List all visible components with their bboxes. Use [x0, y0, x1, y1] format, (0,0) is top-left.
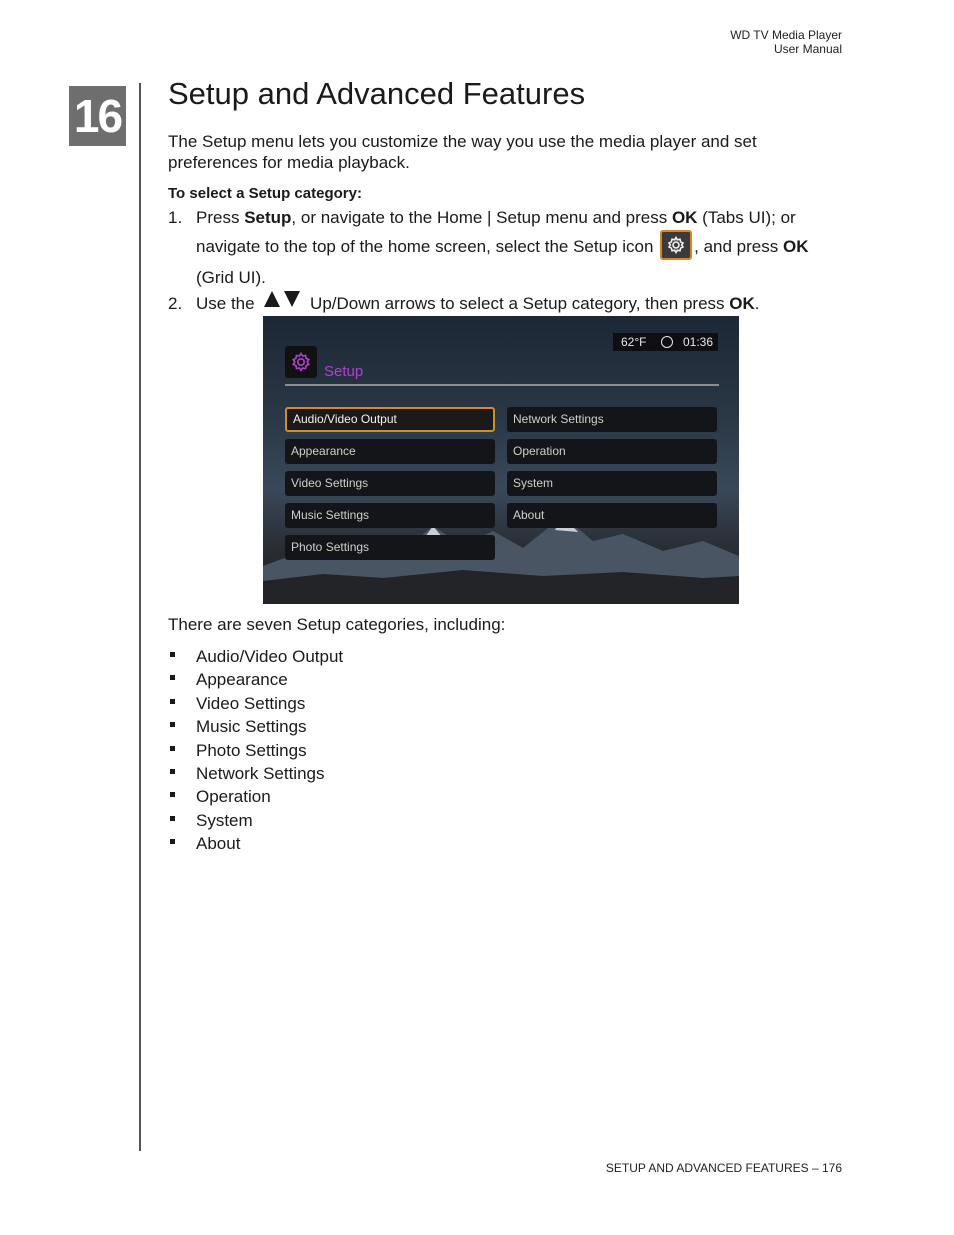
- menu-item-music-settings[interactable]: Music Settings: [285, 503, 495, 528]
- step-text: (Grid UI).: [196, 267, 266, 287]
- list-item: System: [168, 809, 343, 832]
- page-footer: [606, 1161, 842, 1175]
- running-header: [730, 28, 842, 56]
- page-title: Setup and Advanced Features: [168, 76, 586, 111]
- step-keyword: OK: [782, 237, 809, 256]
- step-keyword: OK: [729, 293, 755, 313]
- step-text: .: [754, 293, 760, 313]
- time-readout: 01:36: [683, 335, 714, 349]
- step-keyword: Setup: [244, 208, 292, 227]
- header-doc: User Manual: [773, 42, 842, 56]
- intro-paragraph: The Setup menu lets you customize the way you use the media player and set preferences for media playback.: [168, 132, 757, 172]
- step-text: Use the: [196, 293, 260, 313]
- menu-item-about[interactable]: About: [507, 503, 717, 528]
- list-item: Network Settings: [168, 762, 343, 785]
- menu-item-appearance[interactable]: Appearance: [285, 439, 495, 464]
- footer-separator: –: [808, 1161, 822, 1175]
- step-1: [168, 203, 848, 292]
- setup-menu-screenshot: [263, 316, 739, 604]
- menu-item-operation[interactable]: Operation: [507, 439, 717, 464]
- categories-lead: There are seven Setup categories, including:: [168, 615, 506, 634]
- list-item: Video Settings: [168, 692, 343, 715]
- menu-item-video-settings[interactable]: Video Settings: [285, 471, 495, 496]
- setup-gear-icon: [660, 230, 692, 260]
- step-2: [168, 289, 848, 319]
- step-keyword: OK: [671, 208, 698, 227]
- page-number: 176: [821, 1161, 842, 1175]
- chapter-number: 16: [73, 90, 122, 142]
- step-text: , or navigate to the Home | Setup menu and press: [291, 208, 672, 227]
- margin-rule: [139, 83, 141, 1151]
- list-item: Photo Settings: [168, 739, 343, 762]
- list-item: About: [168, 832, 343, 855]
- step-number: 1.: [168, 208, 183, 227]
- menu-item-audio-video-output[interactable]: Audio/Video Output: [285, 407, 495, 432]
- footer-section: SETUP AND ADVANCED FEATURES: [605, 1161, 809, 1175]
- status-bar: [613, 333, 718, 351]
- menu-item-network-settings[interactable]: Network Settings: [507, 407, 717, 432]
- category-list: [168, 645, 343, 856]
- header-product: WD TV Media Player: [730, 28, 842, 42]
- menu-item-system[interactable]: System: [507, 471, 717, 496]
- step-text: Press: [196, 208, 245, 227]
- setup-gear-icon: [285, 346, 317, 378]
- clock-icon: [661, 336, 673, 348]
- step-text: (Tabs UI); or navigate to the top of the home screen, select the Setup icon: [196, 208, 796, 256]
- step-text: Up/Down arrows to select a Setup category, then press: [305, 293, 730, 313]
- title-divider: [285, 384, 719, 386]
- setup-screen-title: Setup: [324, 363, 364, 380]
- list-item: Music Settings: [168, 715, 343, 738]
- step-number: 2.: [168, 293, 183, 313]
- up-down-arrows-icon: [263, 288, 301, 317]
- chapter-number-box: [69, 86, 126, 146]
- list-item: Appearance: [168, 668, 343, 691]
- main-content: [168, 74, 848, 319]
- menu-item-photo-settings[interactable]: Photo Settings: [285, 535, 495, 560]
- list-item: Operation: [168, 785, 343, 808]
- step-text: , and press: [694, 237, 783, 256]
- list-item: Audio/Video Output: [168, 645, 343, 668]
- temperature-readout: 62°F: [621, 335, 647, 349]
- procedure-heading: To select a Setup category:: [168, 185, 362, 202]
